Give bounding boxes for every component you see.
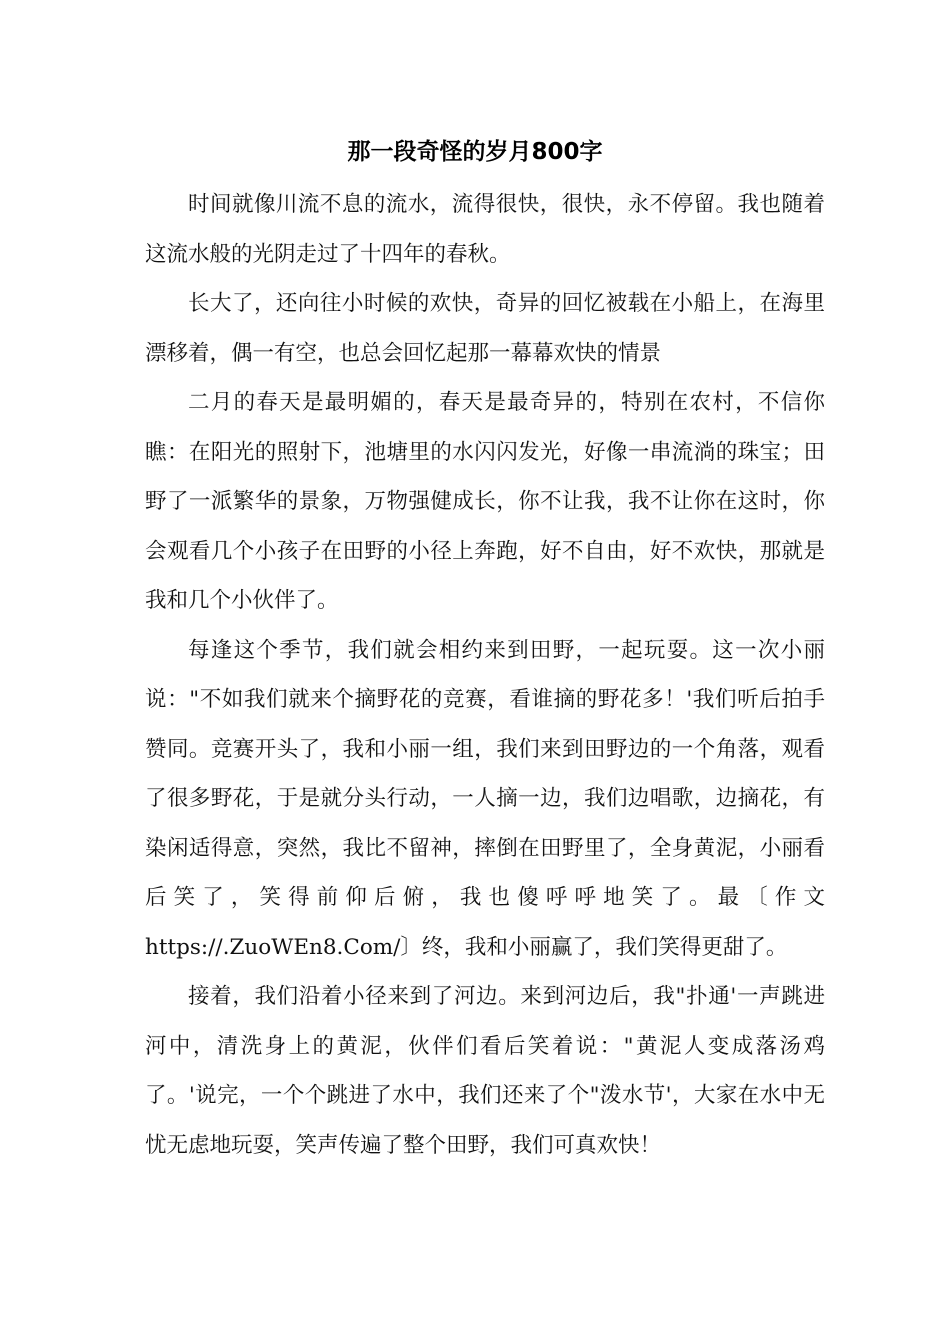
paragraph-5: 接着，我们沿着小径来到了河边。来到河边后，我"扑通'一声跳进河中，清洗身上的黄泥，伙伴们看后笑着说："黄泥人变成落汤鸡了。'说完，一个个跳进了水中，我们还来了个"泼水节'，大家在水中无忧无虑地玩耍，笑声传遍了整个田野，我们可真欢快！ [145,984,825,1158]
paragraph-4: 每逢这个季节，我们就会相约来到田野，一起玩耍。这一次小丽说："不如我们就来个摘野花的竞赛，看谁摘的野花多！'我们听后拍手赞同。竞赛开头了，我和小丽一组，我们来到田野边的一个角落，观看了很多野花，于是就分头行动，一人摘一边，我们边唱歌，边摘花，有染闲适得意，突然，我比不留神，摔倒在田野里了，全身黄泥，小丽看后笑了，笑得前仰后俯，我也傻呼呼地笑了。最〔作文https://.ZuoWEn8.Com/〕终，我和小丽赢了，我们笑得更甜了。 [145,637,825,960]
paragraph-2: 长大了，还向往小时候的欢快，奇异的回忆被载在小船上，在海里漂移着，偶一有空，也总会回忆起那一幕幕欢快的情景 [145,291,825,366]
document-body [145,180,825,1170]
paragraph-1: 时间就像川流不息的流水，流得很快，很快，永不停留。我也随着这流水般的光阴走过了十四年的春秋。 [145,192,825,267]
document-title: 那一段奇怪的岁月800字 [347,139,603,165]
paragraph-3: 二月的春天是最明媚的，春天是最奇异的，特别在农村，不信你瞧：在阳光的照射下，池塘里的水闪闪发光，好像一串流淌的珠宝；田野了一派繁华的景象，万物强健成长，你不让我，我不让你在这时，你会观看几个小孩子在田野的小径上奔跑，好不自由，好不欢快，那就是我和几个小伙伴了。 [145,390,825,613]
